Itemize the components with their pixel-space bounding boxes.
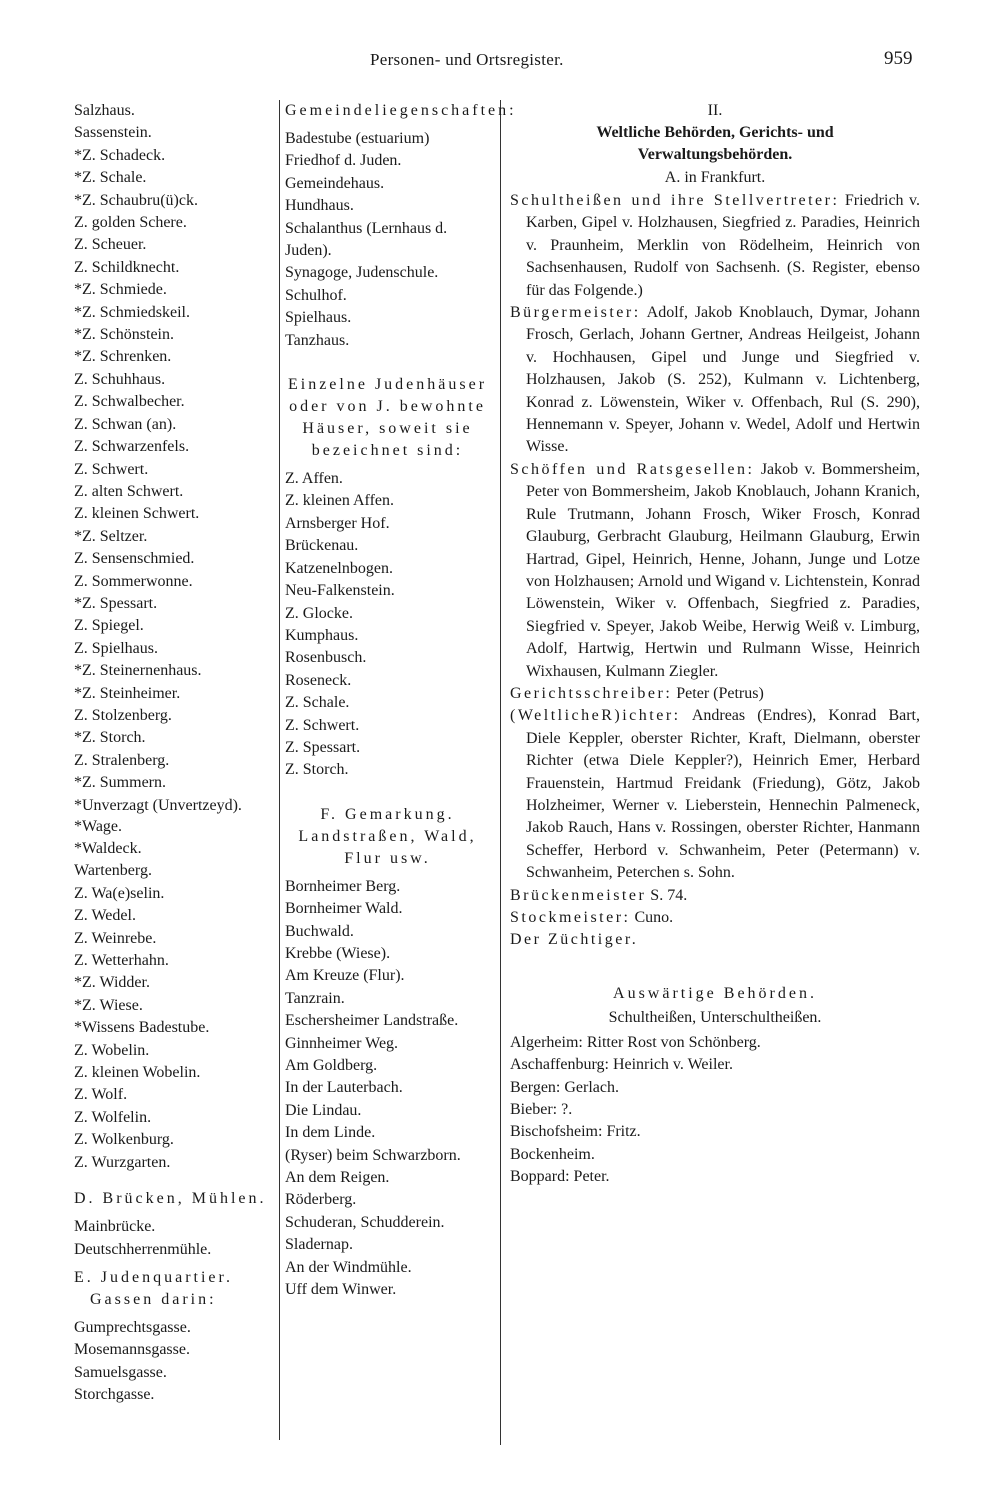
list-item: Bockenheim. [510,1145,595,1163]
list-item: Boppard: Peter. [510,1168,610,1186]
auswaertige-heading: Auswärtige Behörden. [613,984,817,1002]
page-number: 959 [884,48,913,69]
list-item: *Z. Schrenken. [74,348,172,366]
judenhaeuser-heading: Einzelne Judenhäuser oder von J. bewohnte Häuser, soweit sie bezeichnet sind: [287,376,488,460]
list-item: Uff dem Winwer. [285,1281,397,1299]
list-item: Mainbrücke. [74,1218,156,1236]
list-item: Kumphaus. [285,626,359,644]
column-1 [74,100,274,1407]
list-item: Z. Schale. [285,694,350,712]
entry-schoeffen [510,459,920,683]
list-item: Salzhaus. [74,102,135,119]
list-item: Gumprechtsgasse. [74,1318,191,1336]
list-item: Z. Schildknecht. [74,258,180,276]
list-item: Bieber: ?. [510,1101,573,1119]
list-item: Schuderan, Schudderein. [285,1213,445,1231]
list-item: Arnsberger Hof. [285,514,390,532]
list-item: Tanzrain. [285,989,345,1007]
list-item: *Wissens Badestube. [74,1019,210,1037]
entry-text: Friedrich v. Karben, Gipel v. Holzhausen, Siegfried z. Paradies, Heinrich v. Praunheim, Merklin von Rödelheim, Heinrich von Sachsenhausen, Rudolf von Sachsenh. (S. Register, ebenso für das Folgende.) [526,192,921,299]
list-item: Katzenelnbogen. [285,559,393,577]
list-item: Roseneck. [285,671,352,689]
list-item: Z. Schwalbecher. [74,393,185,411]
entry-label: Schöffen und Ratsgesellen: [510,460,755,478]
section-d-heading: D. Brücken, Mühlen. [74,1190,267,1208]
list-item: Neu-Falkenstein. [285,582,395,600]
list-item: Z. Weinrebe. [74,929,157,947]
list-item: Z. Wolfelin. [74,1108,152,1126]
list-item: Z. Schwan (an). [74,415,177,433]
entry-zuechtiger [510,929,920,951]
column-2 [285,100,517,1301]
street-list-a [74,100,274,795]
list-item: Z. Affen. [285,470,343,488]
list-item: Z. Wobelin. [74,1041,150,1059]
list-item: Z. Glocke. [285,604,353,622]
list-item: Z. Storch. [285,761,349,779]
list-item: Friedhof d. Juden. [285,152,402,170]
list-item: Synagoge, Judenschule. [285,264,439,282]
list-item: Z. Schwert. [74,460,149,478]
list-item: Z. Spessart. [285,738,361,756]
list-item: *Z. Schaubru(ü)ck. [74,191,198,209]
gemarkung-heading: F. Gemarkung. Landstraßen, Wald, Flur usw. [298,805,477,867]
list-item: Z. kleinen Affen. [285,492,395,510]
list-item: Z. kleinen Wobelin. [74,1064,201,1082]
list-item: Krebbe (Wiese). [285,944,391,962]
list-item: Tanzhaus. [285,331,350,349]
list-item: *Z. Seltzer. [74,527,148,545]
entry-schultheissen [510,190,920,302]
list-item: Z. Stolzenberg. [74,706,172,724]
list-item: Röderberg. [285,1191,357,1209]
list-item: Eschersheimer Landstraße. [285,1012,459,1030]
list-item: Samuelsgasse. [74,1363,167,1381]
list-item: Z. Schuhhaus. [74,370,166,388]
auswaertige-subheading: Schultheißen, Unterschultheißen. [608,1008,822,1026]
entry-text: Jakob v. Bommersheim, Peter von Bommersheim, Jakob Knoblauch, Johann Kranich, Rule Trutmann, Johann Frosch, Wiker Frosch, Konrad Glauburg, Gerbracht Glauburg, Heilmann Glauburg, Erwin Hartrad, Gipel, Heinrich, Henne, Johann, Junge und Lotze von Holzhausen; Arnold und Wigand v. Lichtenstein, Konrad Löwenstein, Wiker v. Offenbach, Siegfried z. Paradies, Siegfried v. Speyer, Jakob Weibe, Herwig Weiß v. Limburg, Adolf, Hartwig, Hertwin und Rulmann Wisse, Heinrich Wixhausen, Kulmann Ziegler. [526,460,920,680]
entry-brueckenmeister [510,885,920,907]
list-item: Sladernap. [285,1236,353,1254]
section-e-heading: E. Judenquartier. Gassen darin: [74,1268,233,1308]
list-item: Rosenbusch. [285,649,367,667]
list-item: Bergen: Gerlach. [510,1078,619,1096]
list-item: *Z. Steinernenhaus. [74,662,202,680]
list-item: Algerheim: Ritter Rost von Schönberg. [510,1033,761,1051]
entry-label: Gerichtsschreiber: [510,684,673,702]
list-item: Storchgasse. [74,1386,155,1404]
entry-stockmeister [510,907,920,929]
entry-label: Brückenmeister [510,886,647,904]
entry-text: S. 74. [646,886,688,904]
section-e-list [74,1317,274,1407]
running-title: Personen- und Ortsregister. [370,50,564,69]
list-item: Z. Sommerwonne. [74,572,193,590]
list-item: An dem Reigen. [285,1169,390,1187]
list-item: Sassenstein. [74,124,152,142]
list-item: Bornheimer Berg. [285,877,401,895]
list-item: Brückenau. [285,537,359,555]
entry-label: Der Züchtiger. [510,931,639,949]
column-3 [510,100,920,1189]
entry-richter [510,705,920,884]
entry-text: Andreas (Endres), Konrad Bart, Diele Keppler, oberster Richter, Kraft, Dielmann, oberster Richter (etwa Diele Keppler?), Heinrich Emer, Herbard Frauenstein, Hartmud Freidank (Friedung), Götz, Jakob Holzheimer, Werner v. Lieberstein, Hennechin Palmeneck, Jakob Rauch, Hans v. Rossingen, oberster Richter, Hanmann Scheffer, Herbord v. Schwanheim, Peter (Petermann) v. Schwanheim, Peterchen s. Sohn. [526,707,920,882]
list-item: *Z. Spessart. [74,594,158,612]
list-item: Ginnheimer Weg. [285,1034,399,1052]
list-item: Wartenberg. [74,862,152,880]
section-subtitle: A. in Frankfurt. [664,169,766,186]
list-item: Am Goldberg. [285,1057,378,1074]
list-item: (Ryser) beim Schwarzborn. [285,1146,461,1164]
list-item: *Z. Schönstein. [74,326,174,344]
list-item: *Z. Schadeck. [74,146,166,164]
list-item: Aschaffenburg: Heinrich v. Weiler. [510,1056,733,1074]
list-item: Z. Wolkenburg. [74,1131,174,1149]
column-divider-right [500,100,501,1445]
list-item: *Z. Schale. [74,169,147,187]
list-item: Z. Spielhaus. [74,639,158,657]
list-item: Z. Wurzgarten. [74,1153,171,1171]
list-item: Z. Wedel. [74,907,136,925]
entry-label: Bürgermeister: [510,304,641,322]
list-item: Z. Sensenschmied. [74,550,195,568]
list-item: *Z. Summern. [74,774,166,792]
list-item: *Z. Schmiede. [74,281,167,299]
entry-label: (WeltlicheR)ichter: [510,707,681,725]
list-item: *Z. Steinheimer. [74,684,181,702]
list-item: Z. Stralenberg. [74,751,170,769]
section-roman: II. [707,102,723,119]
list-item: Am Kreuze (Flur). [285,967,405,985]
list-item: Gemeindehaus. [285,174,385,192]
column-divider-left [279,100,280,1440]
entry-text: Cuno. [630,909,674,926]
list-item: Badestube (estuarium) [285,130,430,147]
list-item: Z. Schwert. [285,716,360,734]
list-item: In dem Linde. [285,1124,376,1142]
list-item: *Unverzagt (Unvertzeyd). [74,796,242,814]
list-item: An der Windmühle. [285,1258,412,1276]
list-item: Z. Wa(e)selin. [74,884,165,902]
entry-label: Schultheißen und ihre Stellvertreter: [510,192,840,209]
entry-text: Adolf, Jakob Knoblauch, Dymar, Johann Frosch, Gerlach, Johann Gertner, Andreas Heilgeist, Johann v. Hochhausen, Gipel und Junge und Siegfried v. Holzhausen, Jakob (S. 252), Kulmann v. Lichtenberg, Konrad z. Löwenstein, Wiker v. Offenbach, Rul (S. 290), Hennemann v. Speyer, Johann v. Wedel, Adolf und Hertwin Wisse. [526,304,920,456]
street-list-wrapped [74,795,274,816]
section-title: Weltliche Behörden, Gerichts- und Verwaltungsbehörden. [596,124,834,163]
list-item: Schulhof. [285,286,347,304]
list-item: Z. alten Schwert. [74,482,184,500]
entry-gerichtsschreiber [510,683,920,705]
list-item: *Z. Wiese. [74,996,143,1014]
street-list-b [74,816,274,1175]
list-item: Z. Schwarzenfels. [74,438,190,456]
list-item: Z. kleinen Schwert. [74,505,200,523]
list-item: Buchwald. [285,922,354,940]
entry-label: Stockmeister: [510,909,631,926]
list-item: Mosemannsgasse. [74,1341,190,1359]
list-item: Z. Scheuer. [74,236,147,254]
judenhaeuser-list [285,468,490,782]
list-item: Bischofsheim: Fritz. [510,1123,641,1141]
entry-text: Peter (Petrus) [672,684,764,702]
list-item: *Z. Storch. [74,729,146,747]
list-item: Bornheimer Wald. [285,900,403,918]
list-item: Spielhaus. [285,309,352,327]
entry-buergermeister [510,302,920,459]
list-item: Hundhaus. [285,197,354,215]
gemeinde-list [285,128,490,352]
list-item: In der Lauterbach. [285,1079,403,1097]
list-item: Z. Spiegel. [74,617,144,635]
list-item: Deutschherrenmühle. [74,1240,212,1258]
list-item: Z. Wolf. [74,1086,128,1104]
list-item: *Wage. [74,817,123,835]
auswaertige-list [510,1032,920,1189]
list-item: Die Lindau. [285,1101,362,1119]
gemarkung-list [285,876,490,1302]
list-item: *Waldeck. [74,840,142,857]
list-item: *Z. Schmiedskeil. [74,303,190,321]
gemeinde-heading: Gemeindeliegenschaften: [285,102,517,119]
list-item: Schalanthus (Lernhaus d. Juden). [285,219,448,260]
list-item: *Z. Widder. [74,974,150,992]
list-item: Z. golden Schere. [74,214,187,232]
section-d-list [74,1216,274,1261]
list-item: Z. Wetterhahn. [74,952,169,970]
